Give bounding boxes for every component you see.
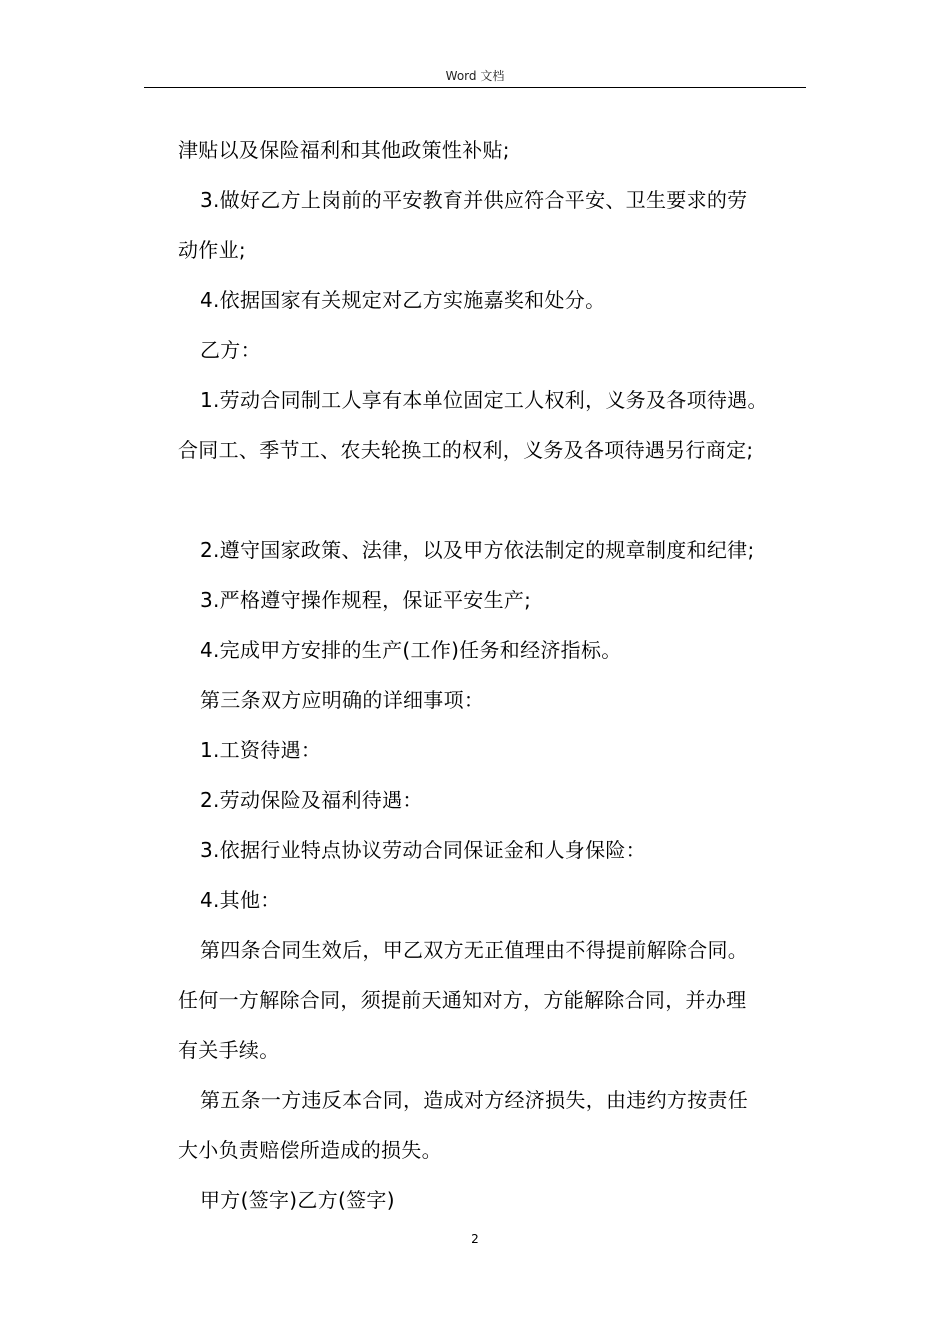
body-line: 2.劳动保险及福利待遇： <box>200 788 423 812</box>
body-line: 3.依据行业特点协议劳动合同保证金和人身保险： <box>200 838 646 862</box>
body-line: 1.劳动合同制工人享有本单位固定工人权利，义务及各项待遇。 <box>200 388 768 412</box>
body-line: 第三条双方应明确的详细事项： <box>200 688 485 712</box>
page-header-title: Word 文档 <box>445 69 505 83</box>
body-line: 2.遵守国家政策、法律，以及甲方依法制定的规章制度和纪律; <box>200 538 755 562</box>
body-line: 4.依据国家有关规定对乙方实施嘉奖和处分。 <box>200 288 606 312</box>
body-line: 有关手续。 <box>178 1038 280 1062</box>
header-divider <box>144 87 806 88</box>
body-line: 任何一方解除合同，须提前天通知对方，方能解除合同，并办理 <box>178 988 747 1012</box>
body-line: 1.工资待遇： <box>200 738 322 762</box>
body-line: 第五条一方违反本合同，造成对方经济损失，由违约方按责任 <box>200 1088 749 1112</box>
body-line: 动作业; <box>178 238 246 262</box>
body-line: 大小负责赔偿所造成的损失。 <box>178 1138 442 1162</box>
body-line: 4.完成甲方安排的生产(工作)任务和经济指标。 <box>200 638 622 662</box>
body-line: 甲方(签字)乙方(签字) <box>200 1188 395 1212</box>
body-line: 3.严格遵守操作规程，保证平安生产; <box>200 588 532 612</box>
body-line: 津贴以及保险福利和其他政策性补贴; <box>178 138 510 162</box>
body-line: 乙方： <box>200 338 261 362</box>
page-number: 2 <box>471 1232 479 1246</box>
body-line: 3.做好乙方上岗前的平安教育并供应符合平安、卫生要求的劳 <box>200 188 748 212</box>
body-line: 合同工、季节工、农夫轮换工的权利，义务及各项待遇另行商定; <box>178 438 754 462</box>
body-line: 第四条合同生效后，甲乙双方无正值理由不得提前解除合同。 <box>200 938 749 962</box>
body-line: 4.其他： <box>200 888 281 912</box>
